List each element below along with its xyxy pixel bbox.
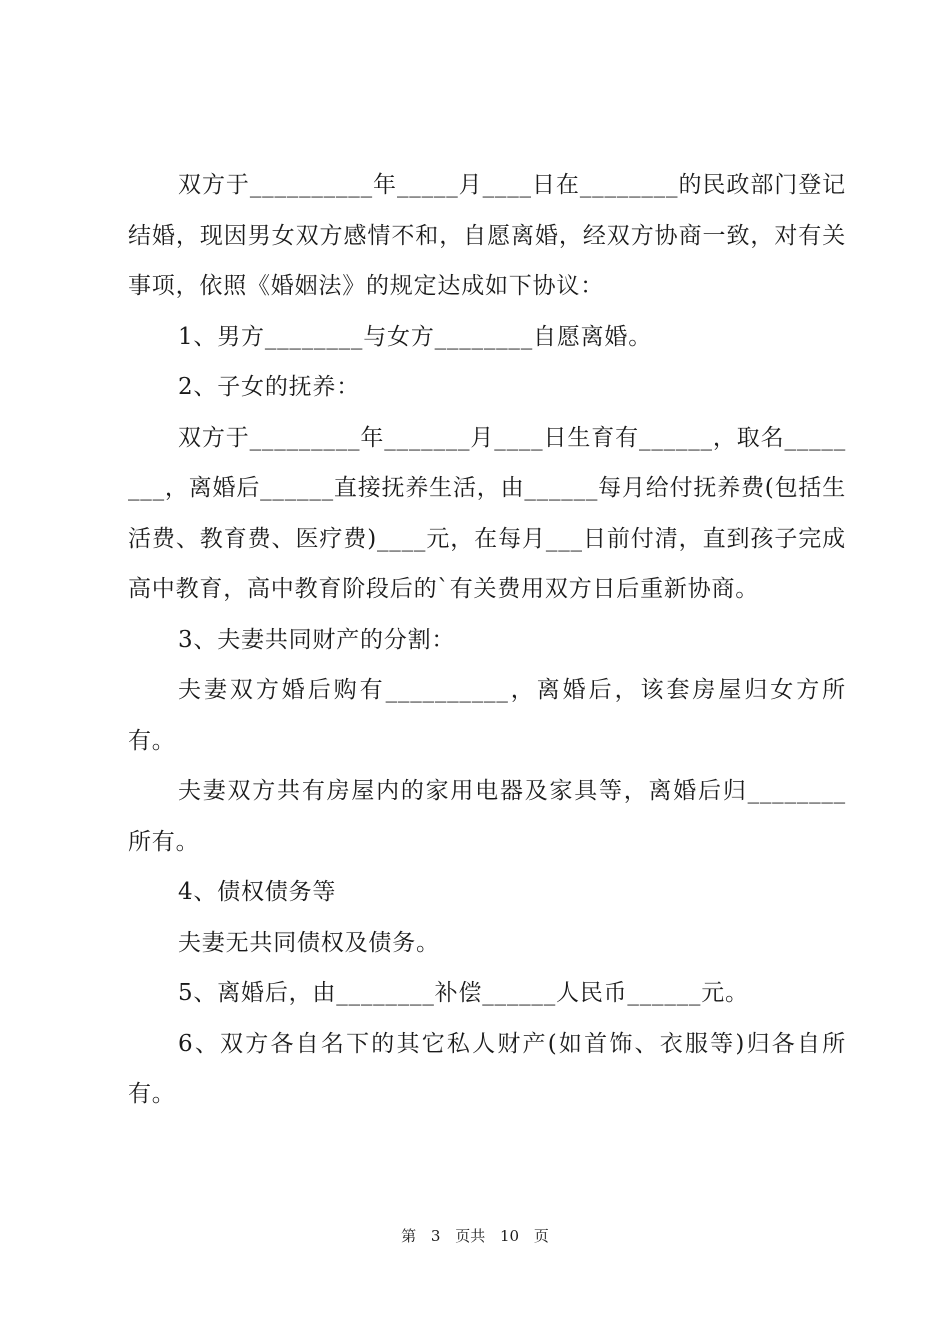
paragraph-item-2-heading: 2、子女的抚养： <box>178 374 361 400</box>
paragraph-no-debts: 夫妻无共同债权及债务。 <box>178 929 440 956</box>
paragraph-item-5-compensation: 5、离婚后，由________补偿______人民币______元。 <box>178 980 749 1006</box>
paragraph-item-4-heading: 4、债权债务等 <box>178 879 337 905</box>
paragraph-appliances-division: 夫妻双方共有房屋内的家用电器及家具等，离婚后归________所有。 <box>128 778 846 855</box>
paragraph-item-3-heading: 3、夫妻共同财产的分割： <box>178 626 456 653</box>
paragraph-marriage-registration: 双方于__________年_____月____日在________的民政部门登记结婚，现因男女双方感情不和，自愿离婚，经双方协商一致，对有关事项，依照《婚姻法》的规定达成如下协议： <box>128 172 846 299</box>
paragraph-house-division: 夫妻双方婚后购有__________，离婚后，该套房屋归女方所有。 <box>128 677 846 754</box>
paragraph-item-6-personal-property: 6、双方各自名下的其它私人财产(如首饰、衣服等)归各自所有。 <box>128 1030 846 1107</box>
document-body <box>128 160 846 1120</box>
paragraph-item-1-divorce: 1、男方________与女方________自愿离婚。 <box>178 323 653 350</box>
paragraph-child-custody: 双方于_________年_______月____日生育有______，取名________，离婚后______直接抚养生活，由______每月给付抚养费(包括生活费、教育费、医疗费)____元，在每月___日前付清，直到孩子完成高中教育，高中教育阶段后的`有关费用双方日后重新协商。 <box>128 424 846 602</box>
page-number-footer: 第 3 页共 10 页 <box>401 1227 549 1245</box>
